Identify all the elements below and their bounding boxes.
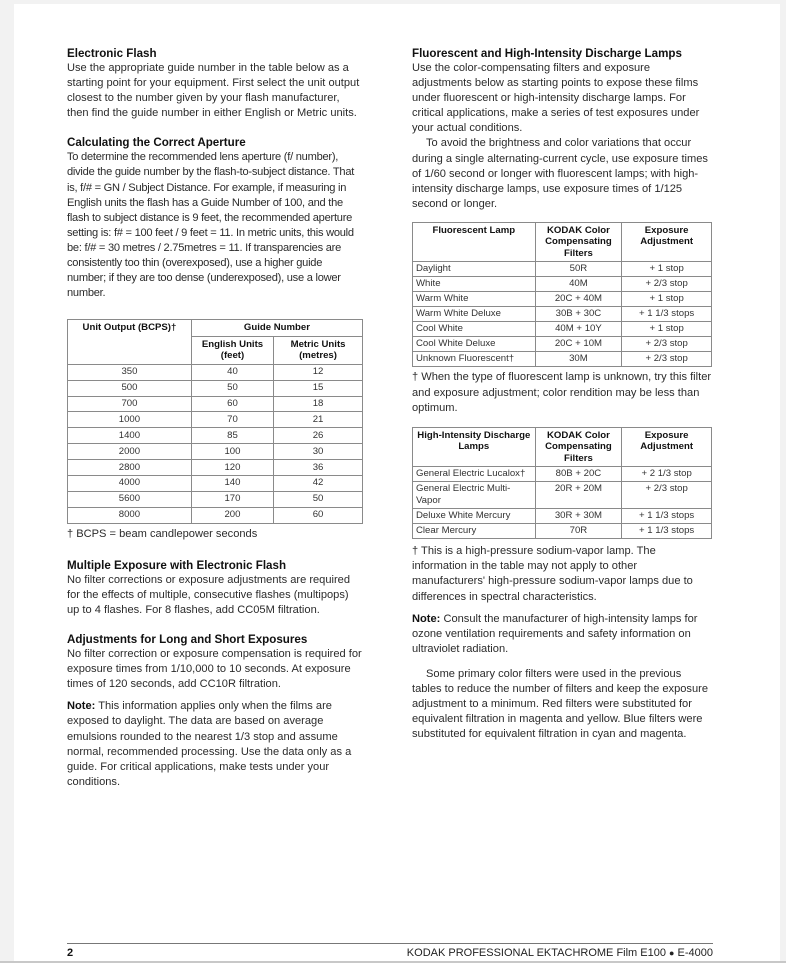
table-row: Unknown Fluorescent† 30M + 2/3 stop (413, 352, 712, 367)
header-cc-filters: KODAK Color Compensating Filters (535, 222, 622, 262)
note-label: Note: (67, 700, 96, 713)
table-row: 350 40 12 (68, 364, 363, 380)
page-number: 2 (67, 947, 74, 959)
fluorescent-body: Use the color-compensating filters and exposure adjustments below as starting points to expose these films under fluorescent or high-intensity discharge lamps. For critical applications, make a series of test exposures under your actual conditions. (412, 62, 700, 135)
long-short-body: No filter correction or exposure compensation is required for exposure times from 1/10,000 to 10 seconds. At exposure times of 120 seconds, add CC10R filtration. (67, 648, 362, 691)
table-row: 4000 140 42 (68, 476, 363, 492)
table-row: Clear Mercury 70R + 1 1/3 stops (413, 524, 712, 539)
header-cc-filters: KODAK Color Compensating Filters (535, 427, 622, 467)
note-body: This information applies only when the films are exposed to daylight. The data are based on average emulsions rounded to the nearest 1/3 stop and assume normal, recommended processing. Use the data only as a guide. For critical applications, make tests under your conditions. (67, 700, 352, 788)
document-page (14, 4, 780, 963)
table-row: 500 50 15 (68, 380, 363, 396)
header-exposure-adjustment: Exposure Adjustment (622, 222, 712, 262)
header-fluorescent-lamp: Fluorescent Lamp (413, 222, 536, 262)
aperture-body: To determine the recommended lens aperture (f/ number), divide the guide number by the flash-to-subject distance. That is, f/# = GN / Subject Distance. For example, if measuring in English units the flash has a Guide Number of 100, and the flash to subject distance is 9 feet, the recommended aperture setting is: f# = 100 feet / 9 feet = 11. In metric units, this would be: f/# = 30 metres / 2.75metres = 11. If transparencies are consistently too thin (overexposed), use a higher guide number; if they are too dense (underexposed), use a lower number. (67, 151, 355, 300)
table-row: 1000 70 21 (68, 412, 363, 428)
footer-title: KODAK PROFESSIONAL EKTACHROME Film E100 ● E-4000 (406, 947, 713, 959)
table-row: Cool White Deluxe 20C + 10M + 2/3 stop (413, 337, 712, 352)
multiple-exposure-body: No filter corrections or exposure adjustments are required for the effects of multiple, consecutive flashes (multipops) up to 4 flashes. For 8 flashes, add CC05M filtration. (67, 573, 351, 616)
table-row: 2000 100 30 (68, 444, 363, 460)
left-column (67, 46, 363, 790)
table-row: 5600 170 50 (68, 491, 363, 507)
heading-electronic-flash: Electronic Flash (67, 47, 157, 60)
heading-long-short-exposures: Adjustments for Long and Short Exposures (67, 633, 308, 647)
heading-aperture: Calculating the Correct Aperture (67, 136, 246, 150)
electronic-flash-body: Use the appropriate guide number in the table below as a starting point for your equipment. First select the unit output closest to the number given by your flash manufacturer, then find the guide number in either English or Metric units. (67, 62, 360, 120)
footer-rule (67, 943, 713, 944)
hid-footnote: † This is a high-pressure sodium-vapor lamp. The information in the table may not apply to other manufacturers' high-pressure sodium-vapor lamps due to differences in spectral characteristics. (412, 545, 693, 603)
table-row: 700 60 18 (68, 396, 363, 412)
note-body: Consult the manufacturer of high-intensity lamps for ozone ventilation requirements and safety information on ultraviolet radiation. (412, 612, 698, 655)
table-row: Warm White Deluxe 30B + 30C + 1 1/3 stops (413, 307, 712, 322)
header-hid-lamps: High-Intensity Discharge Lamps (413, 427, 536, 467)
right-column (412, 46, 712, 742)
header-exposure-adjustment: Exposure Adjustment (622, 427, 712, 467)
table-row: Cool White 40M + 10Y + 1 stop (413, 322, 712, 337)
table-row: Warm White 20C + 40M + 1 stop (413, 292, 712, 307)
section-multiple-exposure (67, 558, 363, 618)
fluorescent-body-2: To avoid the brightness and color variations that occur during a single alternating-current cycle, use exposure times of 1/60 second or longer with fluorescent lamps; with high-intensity discharge lamps, use exposure times of 1/125 second or longer. (412, 137, 708, 210)
header-guide-number: Guide Number (191, 320, 362, 337)
section-aperture (67, 135, 363, 301)
hid-lamp-table (412, 427, 712, 540)
header-metric-units: Metric Units (metres) (274, 336, 363, 364)
table-row: General Electric Lucalox† 80B + 20C + 2 1/3 stop (413, 467, 712, 482)
fluorescent-footnote: † When the type of fluorescent lamp is unknown, try this filter and exposure adjustment; color rendition may be less than optimum. (412, 371, 712, 414)
fluorescent-lamp-table (412, 222, 712, 368)
bullet-icon: ● (669, 948, 675, 958)
table-row: Deluxe White Mercury 30R + 30M + 1 1/3 stops (413, 509, 712, 524)
heading-multiple-exposure: Multiple Exposure with Electronic Flash (67, 558, 287, 572)
hid-safety-note (412, 612, 712, 657)
table-row: 2800 120 36 (68, 460, 363, 476)
section-long-short-exposures (67, 632, 363, 790)
table-row: General Electric Multi-Vapor 20R + 20M + 2/3 stop (413, 482, 712, 509)
long-short-note (67, 699, 363, 790)
table-row: 8000 200 60 (68, 507, 363, 523)
guide-number-table (67, 319, 363, 523)
table-row: White 40M + 2/3 stop (413, 277, 712, 292)
header-unit-output: Unit Output (BCPS)† (68, 320, 192, 365)
table-row: Daylight 50R + 1 stop (413, 262, 712, 277)
bcps-footnote: † BCPS = beam candlepower seconds (67, 527, 258, 540)
heading-fluorescent: Fluorescent and High-Intensity Discharge Lamps (412, 47, 682, 60)
header-english-units: English Units (feet) (191, 336, 273, 364)
section-electronic-flash (67, 46, 363, 121)
section-fluorescent (412, 46, 712, 212)
note-label: Note: (412, 612, 441, 625)
table-row: 1400 85 26 (68, 428, 363, 444)
primary-filters-body: Some primary color filters were used in the previous tables to reduce the number of filters and keep the exposure adjustment to a minimum. Red filters were substituted for equivalent filtration in magenta and yellow. Blue filters were substituted for equivalent filtration in cyan and magenta. (412, 667, 709, 741)
